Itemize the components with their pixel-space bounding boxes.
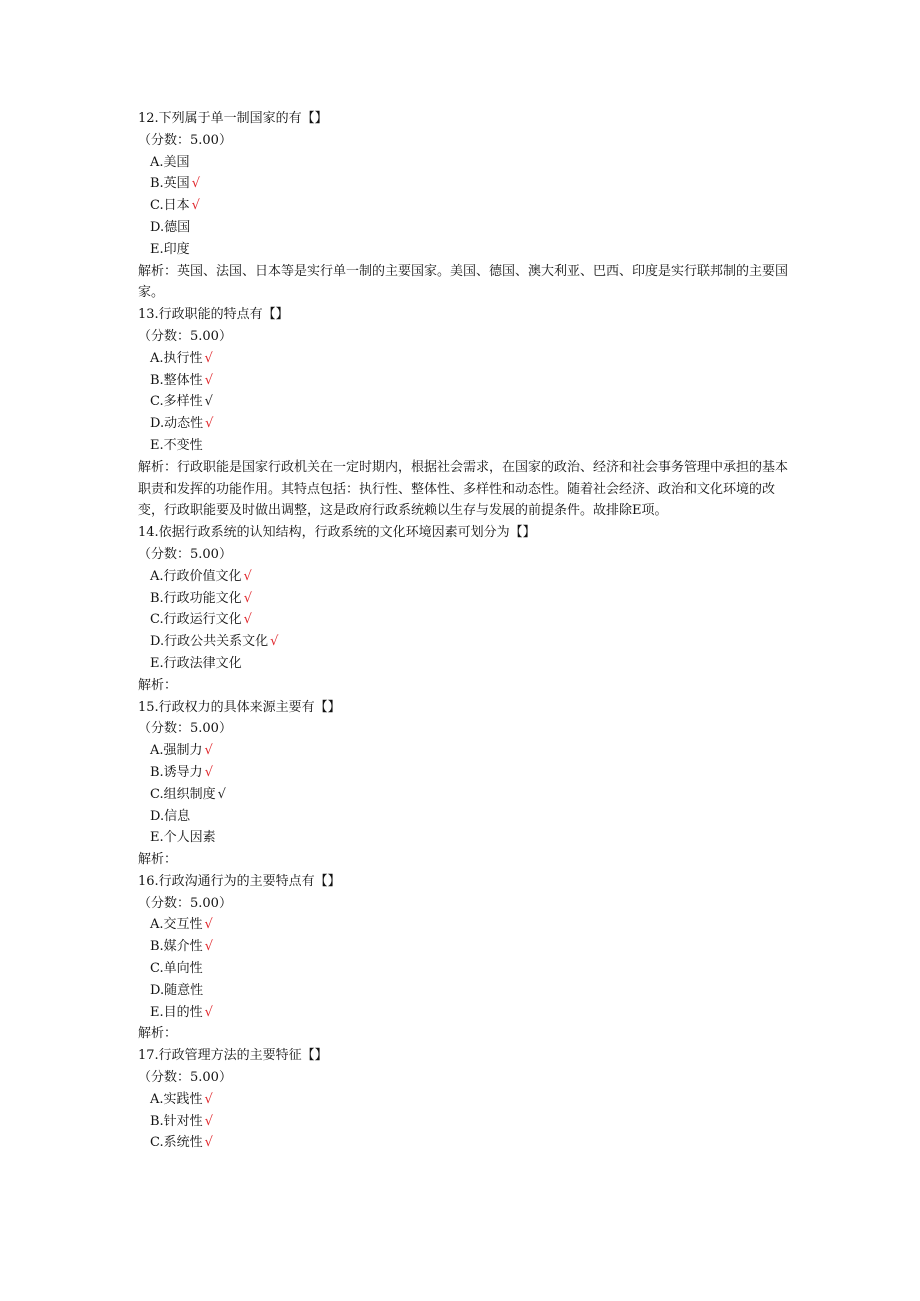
question-score: （分数：5.00） [138,1070,232,1086]
option-item: C.多样性 √ [150,394,213,410]
analysis-text: 解析：行政职能是国家行政机关在一定时期内，根据社会需求，在国家的政治、经济和社会事务管理中承担的基本职责和发挥的功能作用。其特点包括：执行性、整体性、多样性和动态性。随着社会经济、政治和文化环境的改变，行政职能要及时做出调整，这是政府行政系统赖以生存与发展的前提条件。故排除E项。 [138,459,789,519]
question-score: （分数：5.00） [138,895,232,911]
question-block [138,871,788,1045]
option-item: D.德国 [150,219,191,235]
analysis-text: 解析：英国、法国、日本等是实行单一制的主要国家。美国、德国、澳大利亚、巴西、印度是实行联邦制的主要国家。 [138,263,789,301]
question-title: 17.行政管理方法的主要特征【】 [138,1048,328,1064]
question-score: （分数：5.00） [138,328,232,344]
option-item: B.行政功能文化 √ [150,590,252,606]
option-item: A.执行性 √ [150,350,213,366]
option-item: D.行政公共关系文化 √ [150,634,279,650]
check-mark: √ [204,743,213,759]
check-mark: √ [204,939,213,955]
check-mark: √ [270,634,279,650]
option-item: C.日本 √ [150,198,200,214]
option-item: D.动态性 √ [150,416,214,432]
option-item: E.目的性 √ [150,1004,213,1020]
question-score: （分数：5.00） [138,132,232,148]
option-item: A.实践性 √ [150,1091,213,1107]
analysis-text: 解析： [138,852,178,868]
check-mark: √ [204,1091,213,1107]
check-mark: √ [204,1113,213,1129]
option-item: B.英国 √ [150,176,200,192]
question-block [138,522,788,696]
check-mark: √ [204,350,213,366]
question-score: （分数：5.00） [138,721,232,737]
option-item: B.媒介性 √ [150,939,213,955]
option-item: D.信息 [150,808,191,824]
option-item: B.整体性 √ [150,372,213,388]
exam-document [138,108,788,1154]
check-mark: √ [243,590,252,606]
analysis-text: 解析： [138,677,178,693]
question-block [138,697,788,871]
check-mark: √ [204,917,213,933]
option-item: E.个人因素 [150,830,216,846]
option-item: C.单向性 [150,961,203,977]
option-item: E.印度 [150,241,190,257]
option-item: C.组织制度 √ [150,786,226,802]
question-title: 16.行政沟通行为的主要特点有【】 [138,873,341,889]
check-mark: √ [217,786,226,802]
question-title: 15.行政权力的具体来源主要有【】 [138,699,341,715]
check-mark: √ [204,1004,213,1020]
option-item: A.交互性 √ [150,917,213,933]
option-item: B.针对性 √ [150,1113,213,1129]
option-item: A.行政价值文化 √ [150,568,252,584]
check-mark: √ [243,612,252,628]
check-mark: √ [191,198,200,214]
question-title: 12.下列属于单一制国家的有【】 [138,111,328,126]
check-mark: √ [204,764,213,780]
question-block [138,304,788,522]
option-item: E.行政法律文化 [150,655,242,671]
question-title: 13.行政职能的特点有【】 [138,307,289,323]
option-item: A.强制力 √ [150,743,213,759]
question-block [138,1045,788,1154]
option-item: C.行政运行文化 √ [150,612,252,628]
check-mark: √ [204,394,213,410]
option-item: E.不变性 [150,437,203,453]
check-mark: √ [204,1135,213,1151]
option-item: A.美国 [150,154,190,170]
question-block [138,108,788,304]
option-item: B.诱导力 √ [150,764,213,780]
option-item: C.系统性 √ [150,1135,213,1151]
check-mark: √ [243,568,252,584]
check-mark: √ [205,416,214,432]
question-score: （分数：5.00） [138,546,232,562]
check-mark: √ [191,176,200,192]
analysis-text: 解析： [138,1026,178,1042]
check-mark: √ [204,372,213,388]
option-item: D.随意性 [150,982,204,998]
question-title: 14.依据行政系统的认知结构，行政系统的文化环境因素可划分为【】 [138,525,536,541]
